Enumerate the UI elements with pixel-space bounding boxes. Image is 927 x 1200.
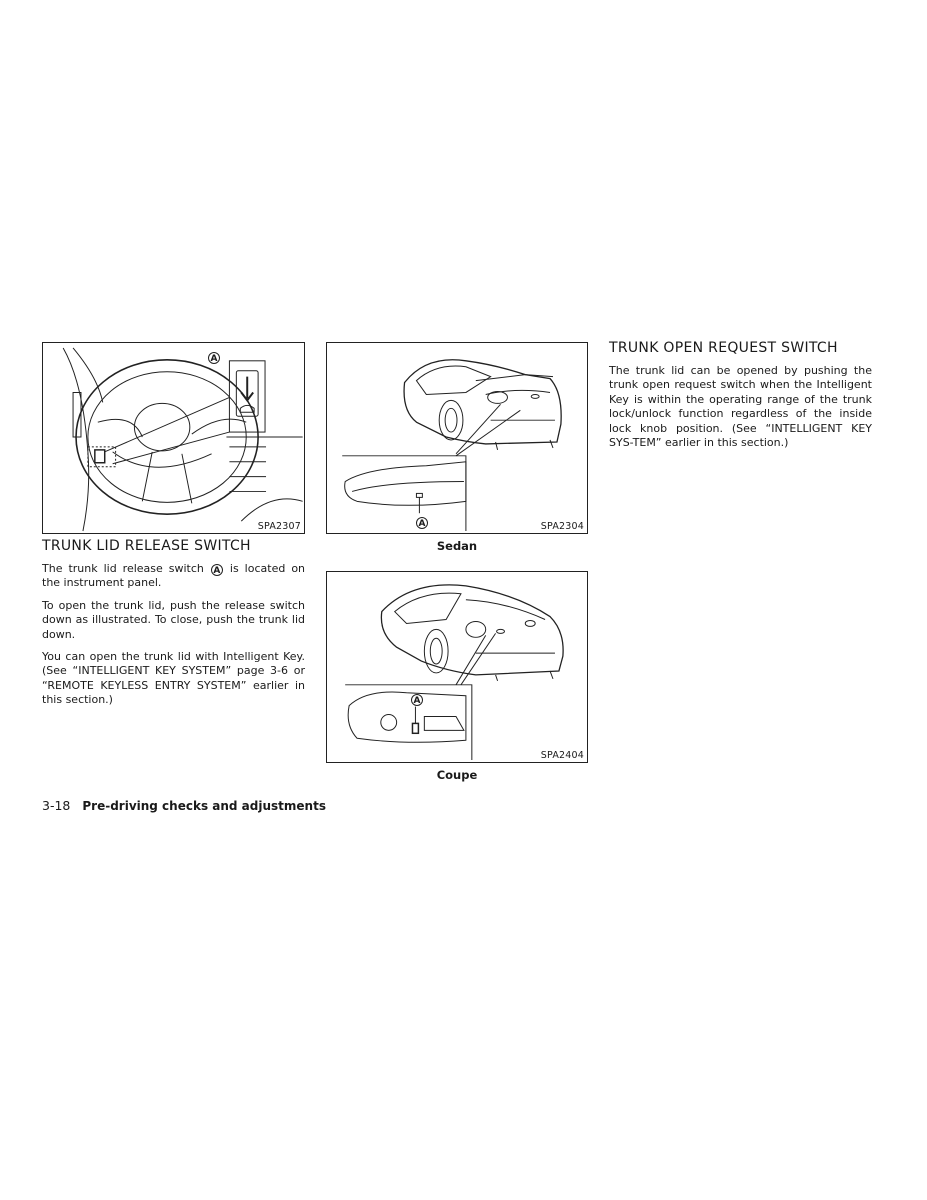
paragraph-text: is located on the instrument panel.	[42, 562, 306, 590]
page-number: 3-18	[42, 798, 71, 813]
dashboard-illustration	[43, 343, 304, 533]
callout-a-marker: A	[208, 352, 220, 364]
section-heading-request: TRUNK OPEN REQUEST SWITCH	[609, 340, 838, 356]
figure-code: SPA2304	[540, 521, 584, 532]
paragraph-release-open: To open the trunk lid, push the release switch down as illustrated. To close, push the trunk lid down.	[42, 599, 305, 641]
page-footer	[42, 798, 326, 813]
figure-sedan	[326, 342, 588, 534]
paragraph-request: The trunk lid can be opened by pushing the trunk open request switch when the Intelligent Key is within the operating range of the trunk lock/unlock function regardless of the inside lock knob position. (See “INTELLIGENT KEY SYS-TEM” earlier in this section.)	[609, 364, 872, 450]
figure-code: SPA2307	[257, 521, 301, 532]
section-heading-release: TRUNK LID RELEASE SWITCH	[42, 538, 251, 554]
figure-caption-sedan: Sedan	[436, 539, 478, 553]
callout-a-marker: A	[211, 564, 223, 576]
figure-caption-coupe: Coupe	[436, 768, 478, 782]
coupe-illustration	[327, 572, 587, 762]
section-title: Pre-driving checks and adjustments	[82, 799, 326, 813]
paragraph-release-location	[42, 562, 305, 591]
paragraph-release-key: You can open the trunk lid with Intelligent Key. (See “INTELLIGENT KEY SYSTEM” page 3-6 or “REMOTE KEYLESS ENTRY SYSTEM” earlier in this section.)	[42, 650, 305, 707]
sedan-illustration	[327, 343, 587, 533]
figure-coupe	[326, 571, 588, 763]
figure-code: SPA2404	[540, 750, 584, 761]
callout-a-marker: A	[416, 517, 428, 529]
paragraph-text: The trunk lid release switch	[42, 562, 204, 575]
callout-a-marker: A	[411, 694, 423, 706]
figure-dashboard	[42, 342, 305, 534]
